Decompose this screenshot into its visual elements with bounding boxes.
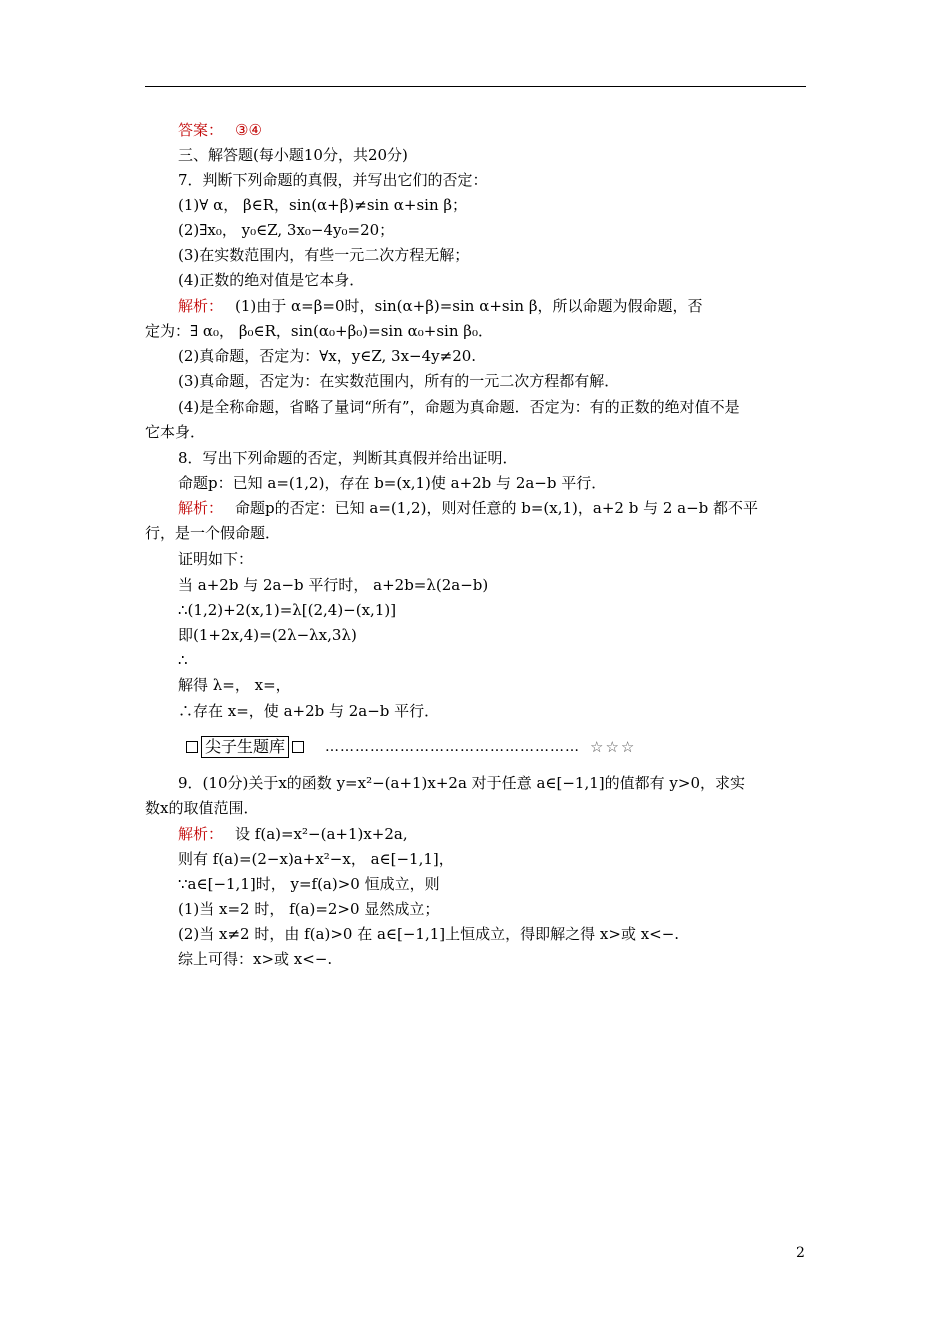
q8-proof-6: ∴存在 x=，使 a+2b 与 2a−b 平行． [178,702,440,720]
q8-proposition: 命题p：已知 a=(1,2)，存在 b=(x,1)使 a+2b 与 2a−b 平行． [178,474,607,492]
q8-proof-title: 证明如下： [178,550,254,568]
q8-analysis-a-text: 命题p的否定：已知 a=(1,2)，则对任意的 b=(x,1)，a+2 b 与 2 a−b 都不平 [235,499,759,517]
q9-analysis-6: 综上可得：x>或 x<−. [178,950,333,968]
q8-proof-1: 当 a+2b 与 2a−b 平行时， a+2b=λ(2a−b) [178,576,489,594]
q7-item-1: (1)∀ α， β∈R，sin(α+β)≠sin α+sin β； [178,196,468,214]
q9-stem-a: 9．(10分)关于x的函数 y=x²−(a+1)x+2a 对于任意 a∈[−1,1]的值都有 y>0，求实 [178,774,745,792]
q7-item-4: (4)正数的绝对值是它本身． [178,271,365,289]
box-icon [292,741,304,753]
q9-stem-b: 数x的取值范围． [145,799,259,817]
q8-proof-4: ∴ [178,651,188,669]
q7-analysis-4a: (4)是全称命题，省略了量词“所有”，命题为真命题．否定为：有的正数的绝对值不是 [178,398,740,416]
analysis-label: 解析： [178,499,224,517]
q9-analysis-3: ∵a∈[−1,1]时， y=f(a)>0 恒成立，则 [178,875,440,893]
page-number: 2 [796,1245,805,1261]
q8-analysis-b: 行，是一个假命题． [145,524,281,542]
q8-stem: 8．写出下列命题的否定，判断其真假并给出证明． [178,449,518,467]
section-bar [183,736,806,758]
star-rating: ☆☆☆ [590,738,637,756]
q8-analysis-a [178,498,806,518]
section-heading: 三、解答题(每小题10分，共20分) [178,146,408,164]
answer-label: 答案： [178,121,224,139]
q7-analysis-3: (3)真命题，否定为：在实数范围内，所有的一元二次方程都有解． [178,372,620,390]
q9-analysis-4: (1)当 x=2 时， f(a)=2>0 显然成立； [178,900,440,918]
q9-analysis-1 [178,824,806,844]
answer-value: ③④ [235,121,262,139]
q7-analysis-2: (2)真命题，否定为：∀x，y∈Z, 3x−4y≠20. [178,347,477,365]
answer-line [178,120,806,140]
q9-analysis-2: 则有 f(a)=(2−x)a+x²−x， a∈[−1,1]， [178,850,454,868]
q7-analysis-1a [178,296,806,316]
q7-stem: 7．判断下列命题的真假，并写出它们的否定： [178,171,488,189]
q8-proof-3: 即(1+2x,4)=(2λ−λx,3λ) [178,626,357,644]
q7-item-2: (2)∃x₀， y₀∈Z, 3x₀−4y₀=20； [178,221,395,239]
q7-analysis-1b: 定为：∃ α₀， β₀∈R，sin(α₀+β₀)=sin α₀+sin β₀． [145,322,493,340]
section-tag: 尖子生题库 [201,736,289,758]
q7-analysis-1a-text: (1)由于 α=β=0时，sin(α+β)=sin α+sin β，所以命题为假命题，否 [235,297,703,315]
box-icon [186,741,198,753]
q7-item-3: (3)在实数范围内，有些一元二次方程无解； [178,246,470,264]
q9-analysis-5: (2)当 x≠2 时，由 f(a)>0 在 a∈[−1,1]上恒成立，得即解之得 x>或 x<−. [178,925,680,943]
analysis-label: 解析： [178,825,224,843]
header-rule [145,86,806,87]
q8-proof-5: 解得 λ=， x=， [178,676,291,694]
dot-leader: …………………………………………… [325,739,581,755]
q7-analysis-4b: 它本身． [145,423,206,441]
q9-analysis-1-text: 设 f(a)=x²−(a+1)x+2a, [235,825,408,843]
q8-proof-2: ∴(1,2)+2(x,1)=λ[(2,4)−(x,1)] [178,601,397,619]
analysis-label: 解析： [178,297,224,315]
